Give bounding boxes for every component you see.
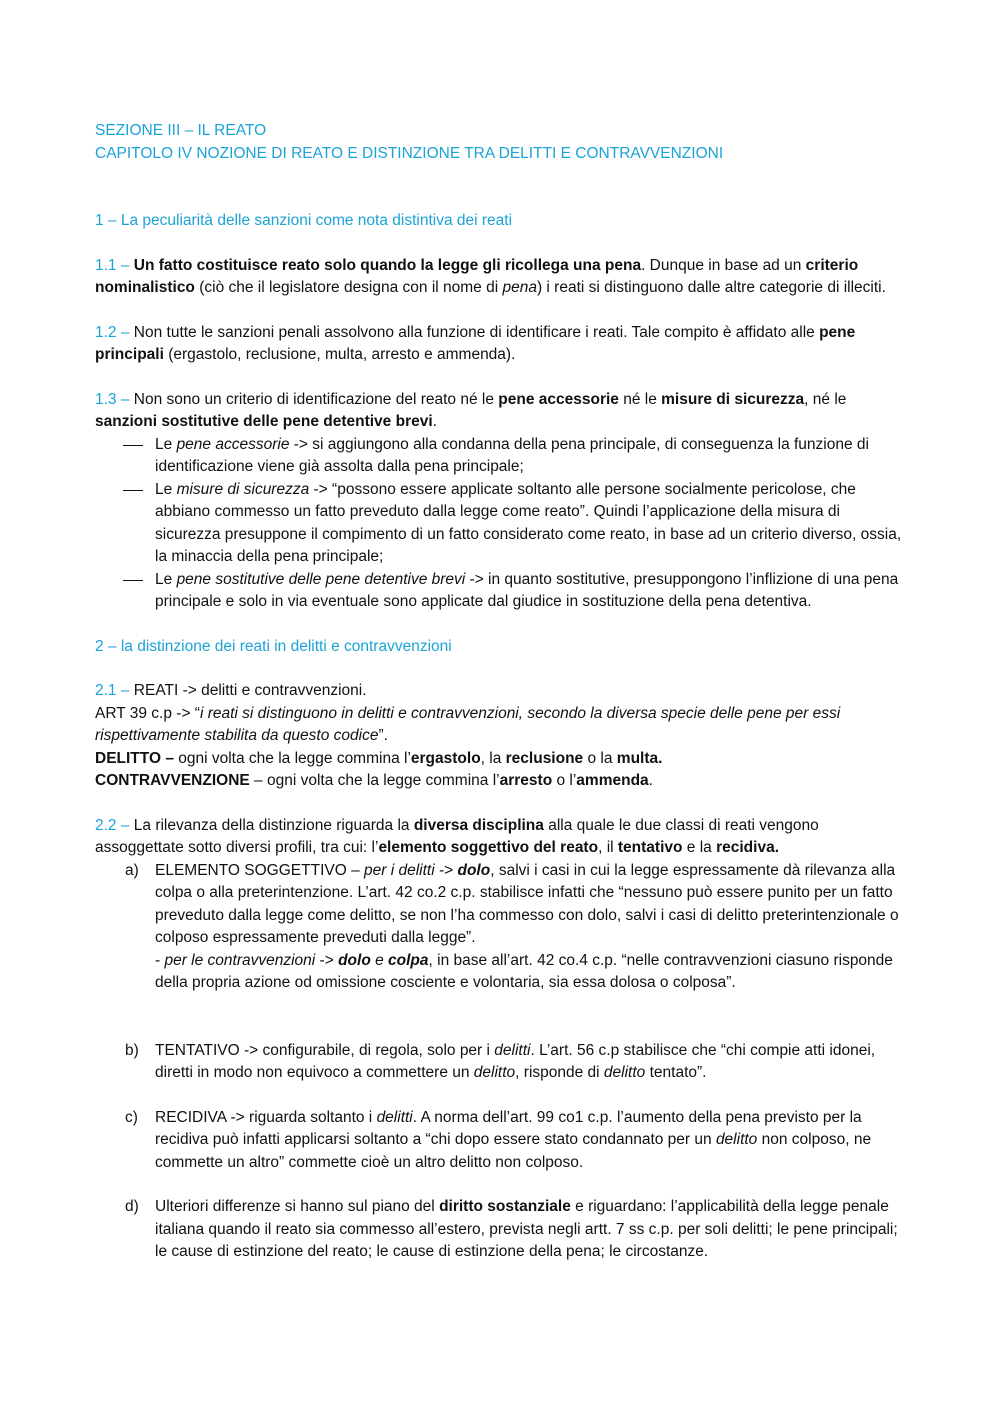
italic-text: delitti [376, 1108, 413, 1126]
text: -> [434, 861, 458, 879]
text: . [432, 413, 437, 430]
paragraph-1-title: 1 – La peculiarità delle sanzioni come nota distintiva dei reati [95, 212, 513, 229]
art-39-quote [95, 703, 905, 748]
list-item-c [95, 1107, 905, 1175]
paragraph-1-3 [95, 389, 905, 434]
document-page [95, 120, 905, 1264]
bold-italic-text: dolo [457, 861, 491, 879]
text: ELEMENTO SOGGETTIVO – [155, 861, 365, 879]
bold-text: arresto [499, 772, 553, 789]
text: Non sono un criterio di identificazione del reato né le [133, 390, 499, 408]
text: – ogni volta che la legge commina l’ [249, 772, 500, 789]
italic-text: pena [502, 279, 537, 296]
bold-italic-text: colpa [388, 951, 429, 969]
list-item [95, 569, 905, 614]
text: RECIDIVA -> riguarda soltanto i [155, 1108, 377, 1126]
paragraph-2-title: 2 – la distinzione dei reati in delitti e contravvenzioni [95, 637, 452, 655]
list-item [95, 434, 905, 479]
italic-text: misure di sicurezza [176, 480, 310, 498]
text: Le [155, 480, 177, 498]
text: Non tutte le sanzioni penali assolvono alla funzione di identificare i reati. Tale compito è affidato alle [133, 323, 820, 341]
bold-text: diritto sostanziale [439, 1198, 571, 1215]
italic-text: delitti [494, 1041, 531, 1059]
lettered-list [95, 860, 905, 1264]
text: ART 39 c.p -> “ [95, 704, 200, 722]
paragraph-number: 1.2 – [95, 323, 134, 341]
text: - [155, 951, 165, 969]
list-label: c) [125, 1108, 138, 1126]
list-item-b [95, 1040, 905, 1085]
text: -> “possono essere applicate soltanto alle persone socialmente pericolose, che abbiano commesso un fatto preveduto dalla legge come reato”. Quindi l’applicazione della misura di sicurezza presuppone il compimento di un fatto considerato come reato, in base ad un criterio diverso, ossia, la minaccia della pena principale; [155, 480, 902, 565]
paragraph-1-1 [95, 255, 905, 300]
contravvenzione-definition [95, 770, 905, 793]
text: alla quale le due classi di reati vengono assoggettate sotto diversi profili, tra cui: l’ [95, 816, 819, 856]
text: -> in quanto sostitutive, presuppongono l’inflizione di una pena principale e solo in via eventuale sono applicate dal giudice in sostituzione della pena detentiva. [155, 570, 899, 610]
text: , risponde di [515, 1064, 604, 1081]
text: ”. [378, 727, 388, 744]
paragraph-number: 2.2 – [95, 816, 134, 834]
italic-text: e [370, 951, 389, 969]
text: TENTATIVO -> configurabile, di regola, solo per i [155, 1041, 495, 1059]
italic-text: pene sostitutive delle pene detentive brevi [176, 570, 466, 588]
text: e la [682, 839, 717, 856]
list-item [95, 479, 905, 569]
text: Ulteriori differenze si hanno sul piano del [155, 1198, 440, 1215]
italic-text: delitto [603, 1064, 646, 1081]
text: (ergastolo, reclusione, multa, arresto e ammenda). [163, 346, 516, 363]
bold-text: tentativo [617, 839, 683, 856]
list-label: d) [125, 1198, 139, 1215]
text: , in base all’art. 42 co.4 c.p. “nelle contravvenzioni ciasuno risponde della propria azione od omissione cosciente e volontaria, sia essa dolosa o colposa”. [155, 951, 893, 991]
bold-text: multa. [616, 749, 663, 767]
bold-text: CONTRAVVENZIONE [95, 772, 250, 789]
bold-text: pene accessorie [498, 390, 619, 408]
paragraph-number: 2.1 – [95, 682, 134, 699]
dash-bullet-icon [123, 580, 143, 581]
text: o l’ [552, 772, 577, 789]
list-item-d [95, 1196, 905, 1264]
text: e riguardano: l’applicabilità della legge penale italiana quando il reato sia commesso all’estero, prevista negli artt. 7 ss c.p. per soli delitti; le pene principali; le cause di estinzione del reato; le cause di estinzione della pena; le circostanze. [155, 1198, 898, 1260]
bold-text: ammenda [576, 772, 649, 789]
bold-text: sanzioni sostitutive delle pene detentive brevi [95, 413, 433, 430]
bold-italic-text: dolo [338, 951, 371, 969]
bold-text: DELITTO – [95, 749, 174, 767]
text: (ciò che il legislatore designa con il nome di [194, 279, 503, 296]
text: Le [155, 435, 177, 453]
text: ) i reati si distinguono dalle altre categorie di illeciti. [536, 279, 886, 296]
dash-bullet-icon [123, 490, 143, 491]
bold-text: pene principali [95, 323, 856, 363]
section-heading: SEZIONE III – IL REATO [95, 122, 267, 139]
text: -> [315, 951, 339, 969]
list-label: a) [125, 861, 139, 879]
text: . [648, 772, 653, 789]
bold-text: Un fatto costituisce reato solo quando la legge gli ricollega una pena [133, 256, 642, 274]
dash-bullet-icon [123, 445, 143, 446]
bold-text: ergastolo [410, 749, 481, 767]
dash-list [95, 434, 905, 614]
text: La rilevanza della distinzione riguarda la [133, 816, 414, 834]
text: , la [480, 749, 506, 767]
text: o la [583, 749, 617, 767]
italic-text: per le contravvenzioni [164, 951, 316, 969]
italic-text: delitto [715, 1131, 758, 1148]
bold-text: diversa disciplina [413, 816, 544, 834]
italic-text: i reati si distinguono in delitti e contravvenzioni, secondo la diversa specie delle pene per essi rispettivamente stabilita da questo codice [95, 704, 841, 744]
text: Le [155, 570, 177, 588]
text: né le [618, 390, 662, 408]
list-item-a [95, 860, 905, 995]
paragraph-2-1 [95, 680, 905, 703]
text: REATI -> delitti e contravvenzioni. [133, 682, 367, 699]
paragraph-number: 1.3 – [95, 390, 134, 408]
text: ogni volta che la legge commina l’ [173, 749, 411, 767]
italic-text: per i delitti [364, 861, 435, 879]
chapter-heading: CAPITOLO IV NOZIONE DI REATO E DISTINZIONE TRA DELITTI E CONTRAVVENZIONI [95, 144, 724, 162]
paragraph-2-2 [95, 815, 905, 860]
text: . A norma dell’art. 99 co1 c.p. l’aumento della pena previsto per la recidiva può infatti applicarsi soltanto a “chi dopo essere stato condannato per un [155, 1108, 862, 1148]
bold-text: criterio nominalistico [95, 256, 859, 296]
delitto-definition [95, 748, 905, 771]
bold-text: recidiva. [716, 839, 779, 856]
italic-text: pene accessorie [176, 435, 290, 453]
text: , il [598, 839, 618, 856]
bold-text: reclusione [505, 749, 584, 767]
text: -> si aggiungono alla condanna della pena principale, di conseguenza la funzione di identificazione viene già assolta dalla pena principale; [155, 435, 869, 475]
list-label: b) [125, 1041, 139, 1059]
text: , salvi i casi in cui la legge espressamente dà rilevanza alla colpa o alla preterintenzione. L’art. 42 co.2 c.p. stabilisce infatti che “nessuno può essere punito per un fatto preveduto dalla legge come delitto, se non l’ha commesso con dolo, salvi i casi di delitto preterintenzionale o colposo espressamente preveduti dalla legge”. [155, 861, 899, 946]
text: non colposo, ne commette un altro” commette cioè un altro delitto non colposo. [155, 1131, 872, 1171]
text: . Dunque in base ad un [641, 256, 806, 274]
italic-text: delitto [473, 1064, 516, 1081]
paragraph-number: 1.1 – [95, 256, 134, 274]
paragraph-1-2 [95, 322, 905, 367]
bold-text: misure di sicurezza [661, 390, 805, 408]
text: . L’art. 56 c.p stabilisce che “chi compie atti idonei, diretti in modo non equivoco a commettere un [155, 1041, 876, 1081]
bold-text: elemento soggettivo del reato [378, 839, 599, 856]
text: tentato”. [645, 1064, 707, 1081]
text: , né le [804, 390, 847, 408]
